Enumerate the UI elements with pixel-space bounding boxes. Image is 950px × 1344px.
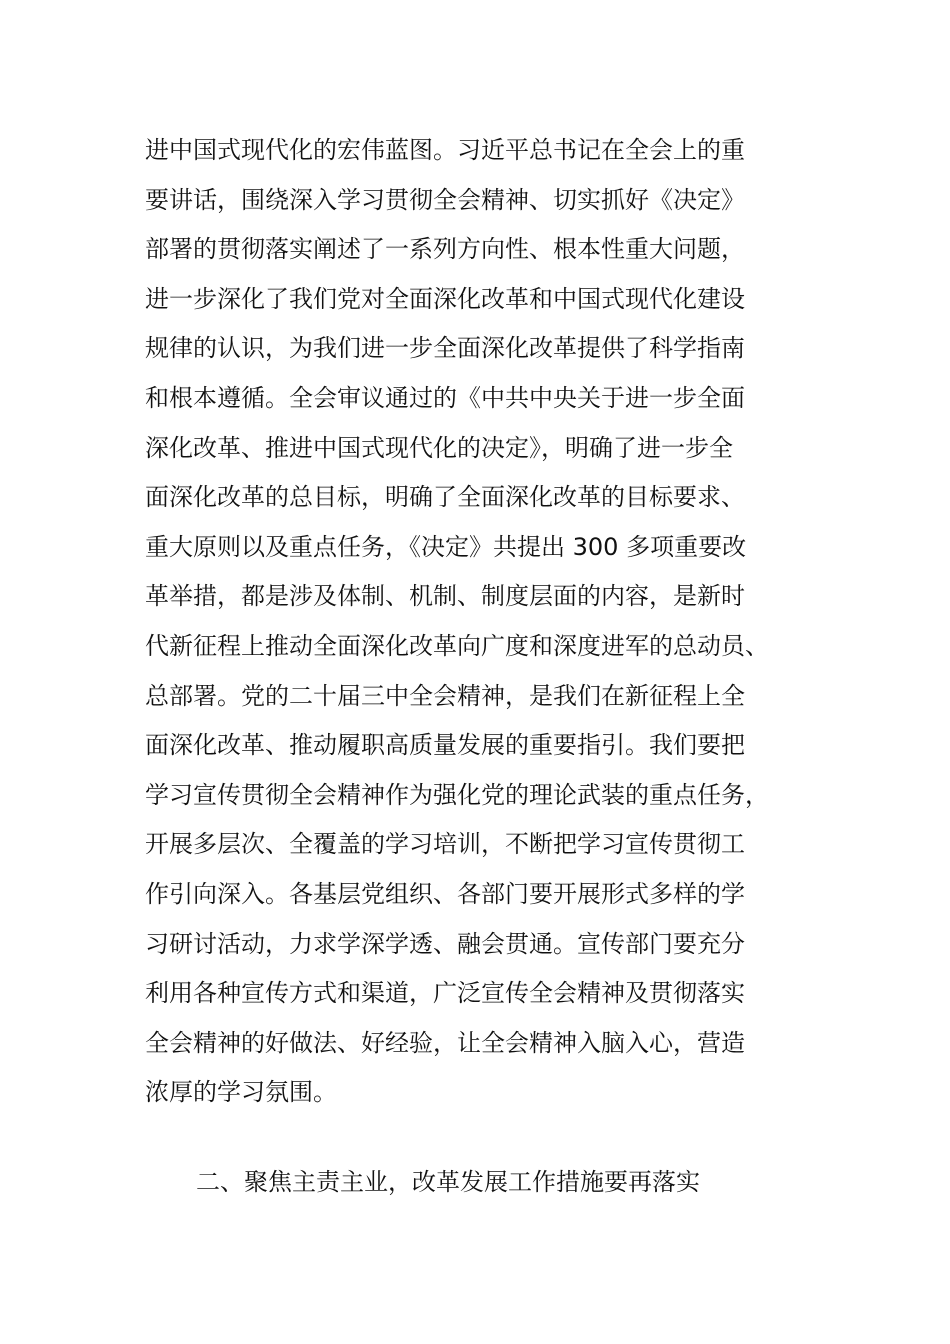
paragraph-line: 面深化改革、推动履职高质量发展的重要指引。我们要把 bbox=[145, 731, 745, 760]
paragraph-line: 总部署。党的二十届三中全会精神，是我们在新征程上全 bbox=[145, 681, 745, 710]
paragraph-line: 利用各种宣传方式和渠道，广泛宣传全会精神及贯彻落实 bbox=[145, 979, 745, 1008]
section-heading: 二、聚焦主责主业，改革发展工作措施要再落实 bbox=[196, 1168, 700, 1196]
body-paragraph bbox=[145, 126, 825, 1118]
paragraph-line: 深化改革、推进中国式现代化的决定》，明确了进一步全 bbox=[145, 433, 733, 462]
paragraph-line: 进中国式现代化的宏伟蓝图。习近平总书记在全会上的重 bbox=[145, 136, 745, 164]
paragraph-line: 重大原则以及重点任务，《决定》共提出 300 多项重要改 bbox=[145, 532, 747, 561]
paragraph-line: 规律的认识，为我们进一步全面深化改革提供了科学指南 bbox=[145, 334, 745, 363]
paragraph-line: 浓厚的学习氛围。 bbox=[145, 1078, 337, 1107]
paragraph-line: 全会精神的好做法、好经验，让全会精神入脑入心，营造 bbox=[145, 1028, 745, 1057]
paragraph-line: 部署的贯彻落实阐述了一系列方向性、根本性重大问题， bbox=[145, 235, 745, 264]
paragraph-line: 进一步深化了我们党对全面深化改革和中国式现代化建设 bbox=[145, 284, 745, 313]
paragraph-line: 学习宣传贯彻全会精神作为强化党的理论武装的重点任务， bbox=[145, 780, 769, 809]
paragraph-line: 要讲话，围绕深入学习贯彻全会精神、切实抓好《决定》 bbox=[145, 185, 745, 214]
paragraph-line: 习研讨活动，力求学深学透、融会贯通。宣传部门要充分 bbox=[145, 929, 745, 958]
paragraph-line: 作引向深入。各基层党组织、各部门要开展形式多样的学 bbox=[145, 879, 745, 908]
paragraph-line: 代新征程上推动全面深化改革向广度和深度进军的总动员、 bbox=[145, 631, 769, 660]
paragraph-line: 革举措，都是涉及体制、机制、制度层面的内容，是新时 bbox=[145, 582, 745, 611]
paragraph-line: 面深化改革的总目标，明确了全面深化改革的目标要求、 bbox=[145, 483, 745, 512]
paragraph-line: 开展多层次、全覆盖的学习培训，不断把学习宣传贯彻工 bbox=[145, 830, 745, 859]
paragraph-line: 和根本遵循。全会审议通过的《中共中央关于进一步全面 bbox=[145, 383, 745, 412]
